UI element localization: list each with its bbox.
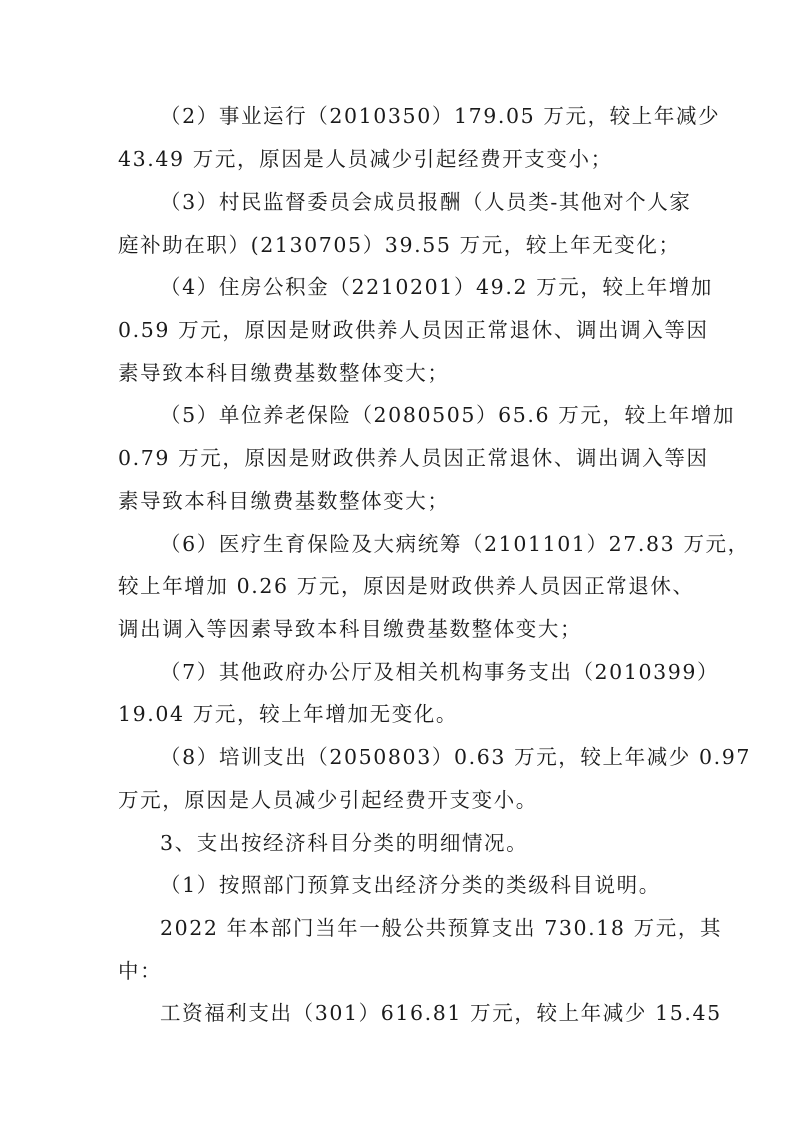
paragraph-line: （2）事业运行（2010350）179.05 万元，较上年减少: [160, 104, 721, 128]
paragraph-line: （6）医疗生育保险及大病统筹（2101101）27.83 万元，: [160, 532, 750, 556]
paragraph-line: 较上年增加 0.26 万元，原因是财政供养人员因正常退休、: [118, 574, 695, 598]
subsection-heading: （1）按照部门预算支出经济分类的类级科目说明。: [160, 873, 661, 897]
paragraph-line: 庭补助在职）(2130705）39.55 万元，较上年无变化；: [118, 233, 681, 257]
paragraph-line: （5）单位养老保险（2080505）65.6 万元，较上年增加: [160, 403, 736, 427]
paragraph-line: （3）村民监督委员会成员报酬（人员类-其他对个人家: [160, 190, 692, 214]
paragraph-line: 素导致本科目缴费基数整体变大；: [118, 489, 450, 513]
paragraph-line: 0.79 万元，原因是财政供养人员因正常退休、调出调入等因: [118, 446, 709, 470]
paragraph-line: 43.49 万元，原因是人员减少引起经费开支变小；: [118, 147, 613, 171]
paragraph-line: 工资福利支出（301）616.81 万元，较上年减少 15.45: [160, 1001, 722, 1025]
section-heading: 3、支出按经济科目分类的明细情况。: [160, 831, 529, 855]
paragraph-line: 中：: [118, 959, 163, 983]
paragraph-line: 19.04 万元，较上年增加无变化。: [118, 702, 459, 726]
paragraph-line: （8）培训支出（2050803）0.63 万元，较上年减少 0.97: [160, 745, 752, 769]
paragraph-line: 素导致本科目缴费基数整体变大；: [118, 361, 450, 385]
paragraph-line: 万元，原因是人员减少引起经费开支变小。: [118, 788, 538, 812]
paragraph-line: （4）住房公积金（2210201）49.2 万元，较上年增加: [160, 275, 714, 299]
paragraph-line: （7）其他政府办公厅及相关机构事务支出（2010399）: [160, 660, 720, 684]
paragraph-line: 2022 年本部门当年一般公共预算支出 730.18 万元，其: [160, 916, 723, 940]
paragraph-line: 0.59 万元，原因是财政供养人员因正常退休、调出调入等因: [118, 318, 709, 342]
paragraph-line: 调出调入等因素导致本科目缴费基数整体变大；: [118, 617, 583, 641]
